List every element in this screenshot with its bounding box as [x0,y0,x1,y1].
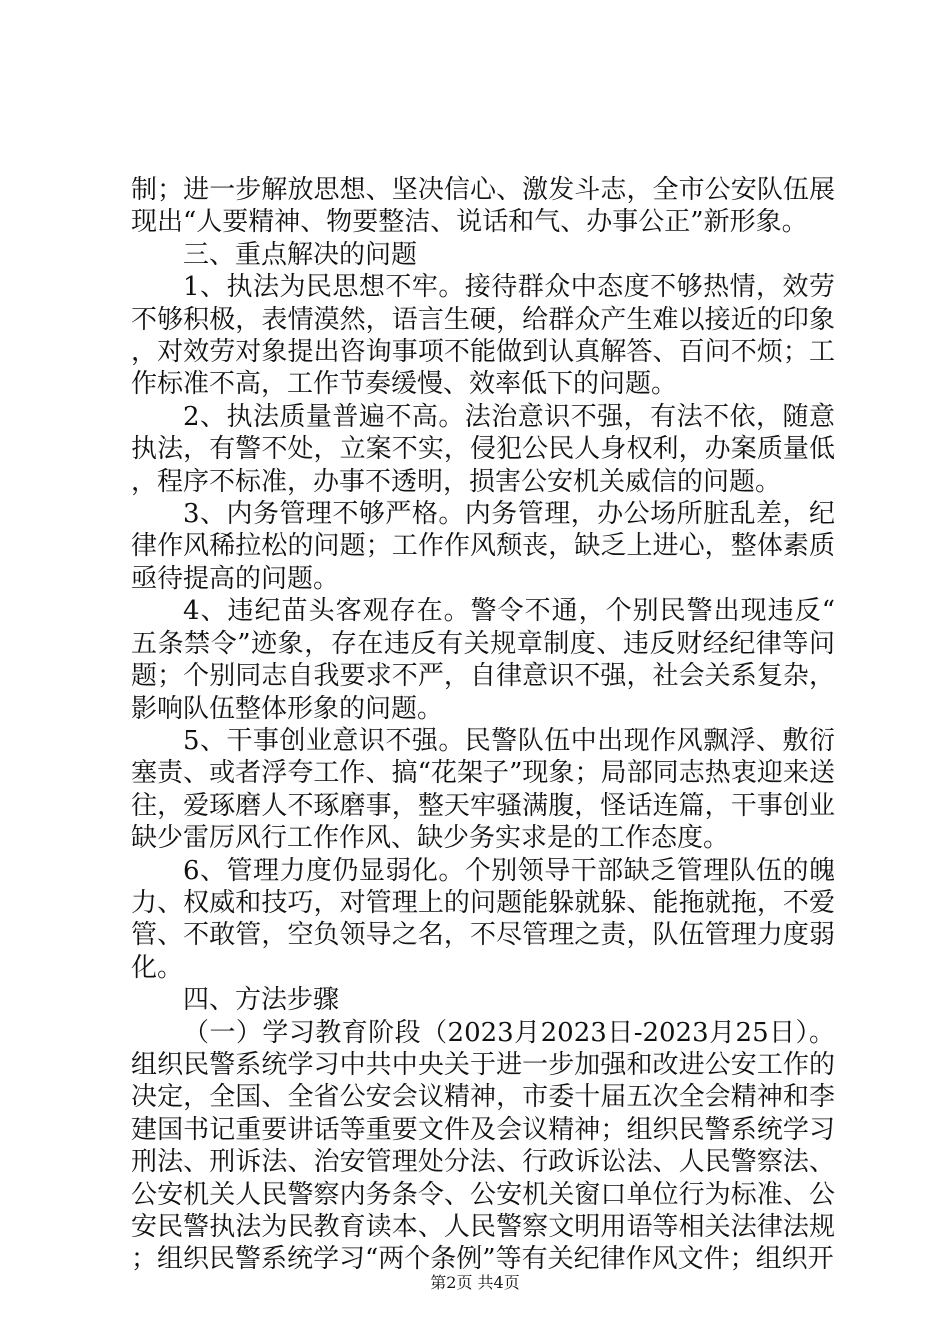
document-body [131,174,835,1276]
page-number-footer: 第2页 共4页 [430,1273,520,1292]
paragraph-item-4: 4、违纪苗头客观存在。警令不通，个别民警出现违反“五条禁令”迹象，存在违反有关规章制度、违反财经纪律等问题；个别同志自我要求不严，自律意识不强，社会关系复杂，影响队伍整体形象的问题。 [131,596,835,724]
section-heading-method-steps: 四、方法步骤 [183,985,340,1016]
paragraph-item-3: 3、内务管理不够严格。内务管理，办公场所脏乱差，纪律作风稀拉松的问题；工作作风颓丧，缺乏上进心，整体素质亟待提高的问题。 [131,499,835,594]
paragraph-item-6: 6、管理力度仍显弱化。个别领导干部缺乏管理队伍的魄力、权威和技巧，对管理上的问题能躲就躲、能拖就拖，不爱管、不敢管，空负领导之名，不尽管理之责，队伍管理力度弱化。 [131,855,835,983]
paragraph-study-phase: （一）学习教育阶段（2023月2023日-2023月25日）。组织民警系统学习中共中央关于进一步加强和改进公安工作的决定，全国、全省公安会议精神，市委十届五次全会精神和李建国书记重要讲话等重要文件及会议精神；组织民警系统学习刑法、刑诉法、治安管理处分法、行政诉讼法、人民警察法、公安机关人民警察内务条令、公安机关窗口单位行为标准、公安民警执法为民教育读本、人民警察文明用语等相关法律法规；组织民警系统学习“两个条例”等有关纪律作风文件；组织开 [131,1017,835,1275]
paragraph-item-1: 1、执法为民思想不牢。接待群众中态度不够热情，效劳不够积极，表情漠然，语言生硬，给群众产生难以接近的印象，对效劳对象提出咨询事项不能做到认真解答、百问不烦；工作标准不高，工作节奏缓慢、效率低下的问题。 [131,272,835,400]
paragraph-item-2: 2、执法质量普遍不高。法治意识不强，有法不依，随意执法，有警不处，立案不实，侵犯公民人身权利，办案质量低，程序不标准，办事不透明，损害公安机关威信的问题。 [131,401,835,497]
paragraph-continuation: 制；进一步解放思想、坚决信心、激发斗志，全市公安队伍展现出“人要精神、物要整洁、说话和气、办事公正”新形象。 [131,175,835,238]
section-heading-key-problems: 三、重点解决的问题 [183,239,418,270]
paragraph-item-5: 5、干事创业意识不强。民警队伍中出现作风飘浮、敷衍塞责、或者浮夸工作、搞“花架子”现象；局部同志热衷迎来送往，爱琢磨人不琢磨事，整天牢骚满腹，怪话连篇，干事创业缺少雷厉风行工作作风、缺少务实求是的工作态度。 [131,725,835,854]
